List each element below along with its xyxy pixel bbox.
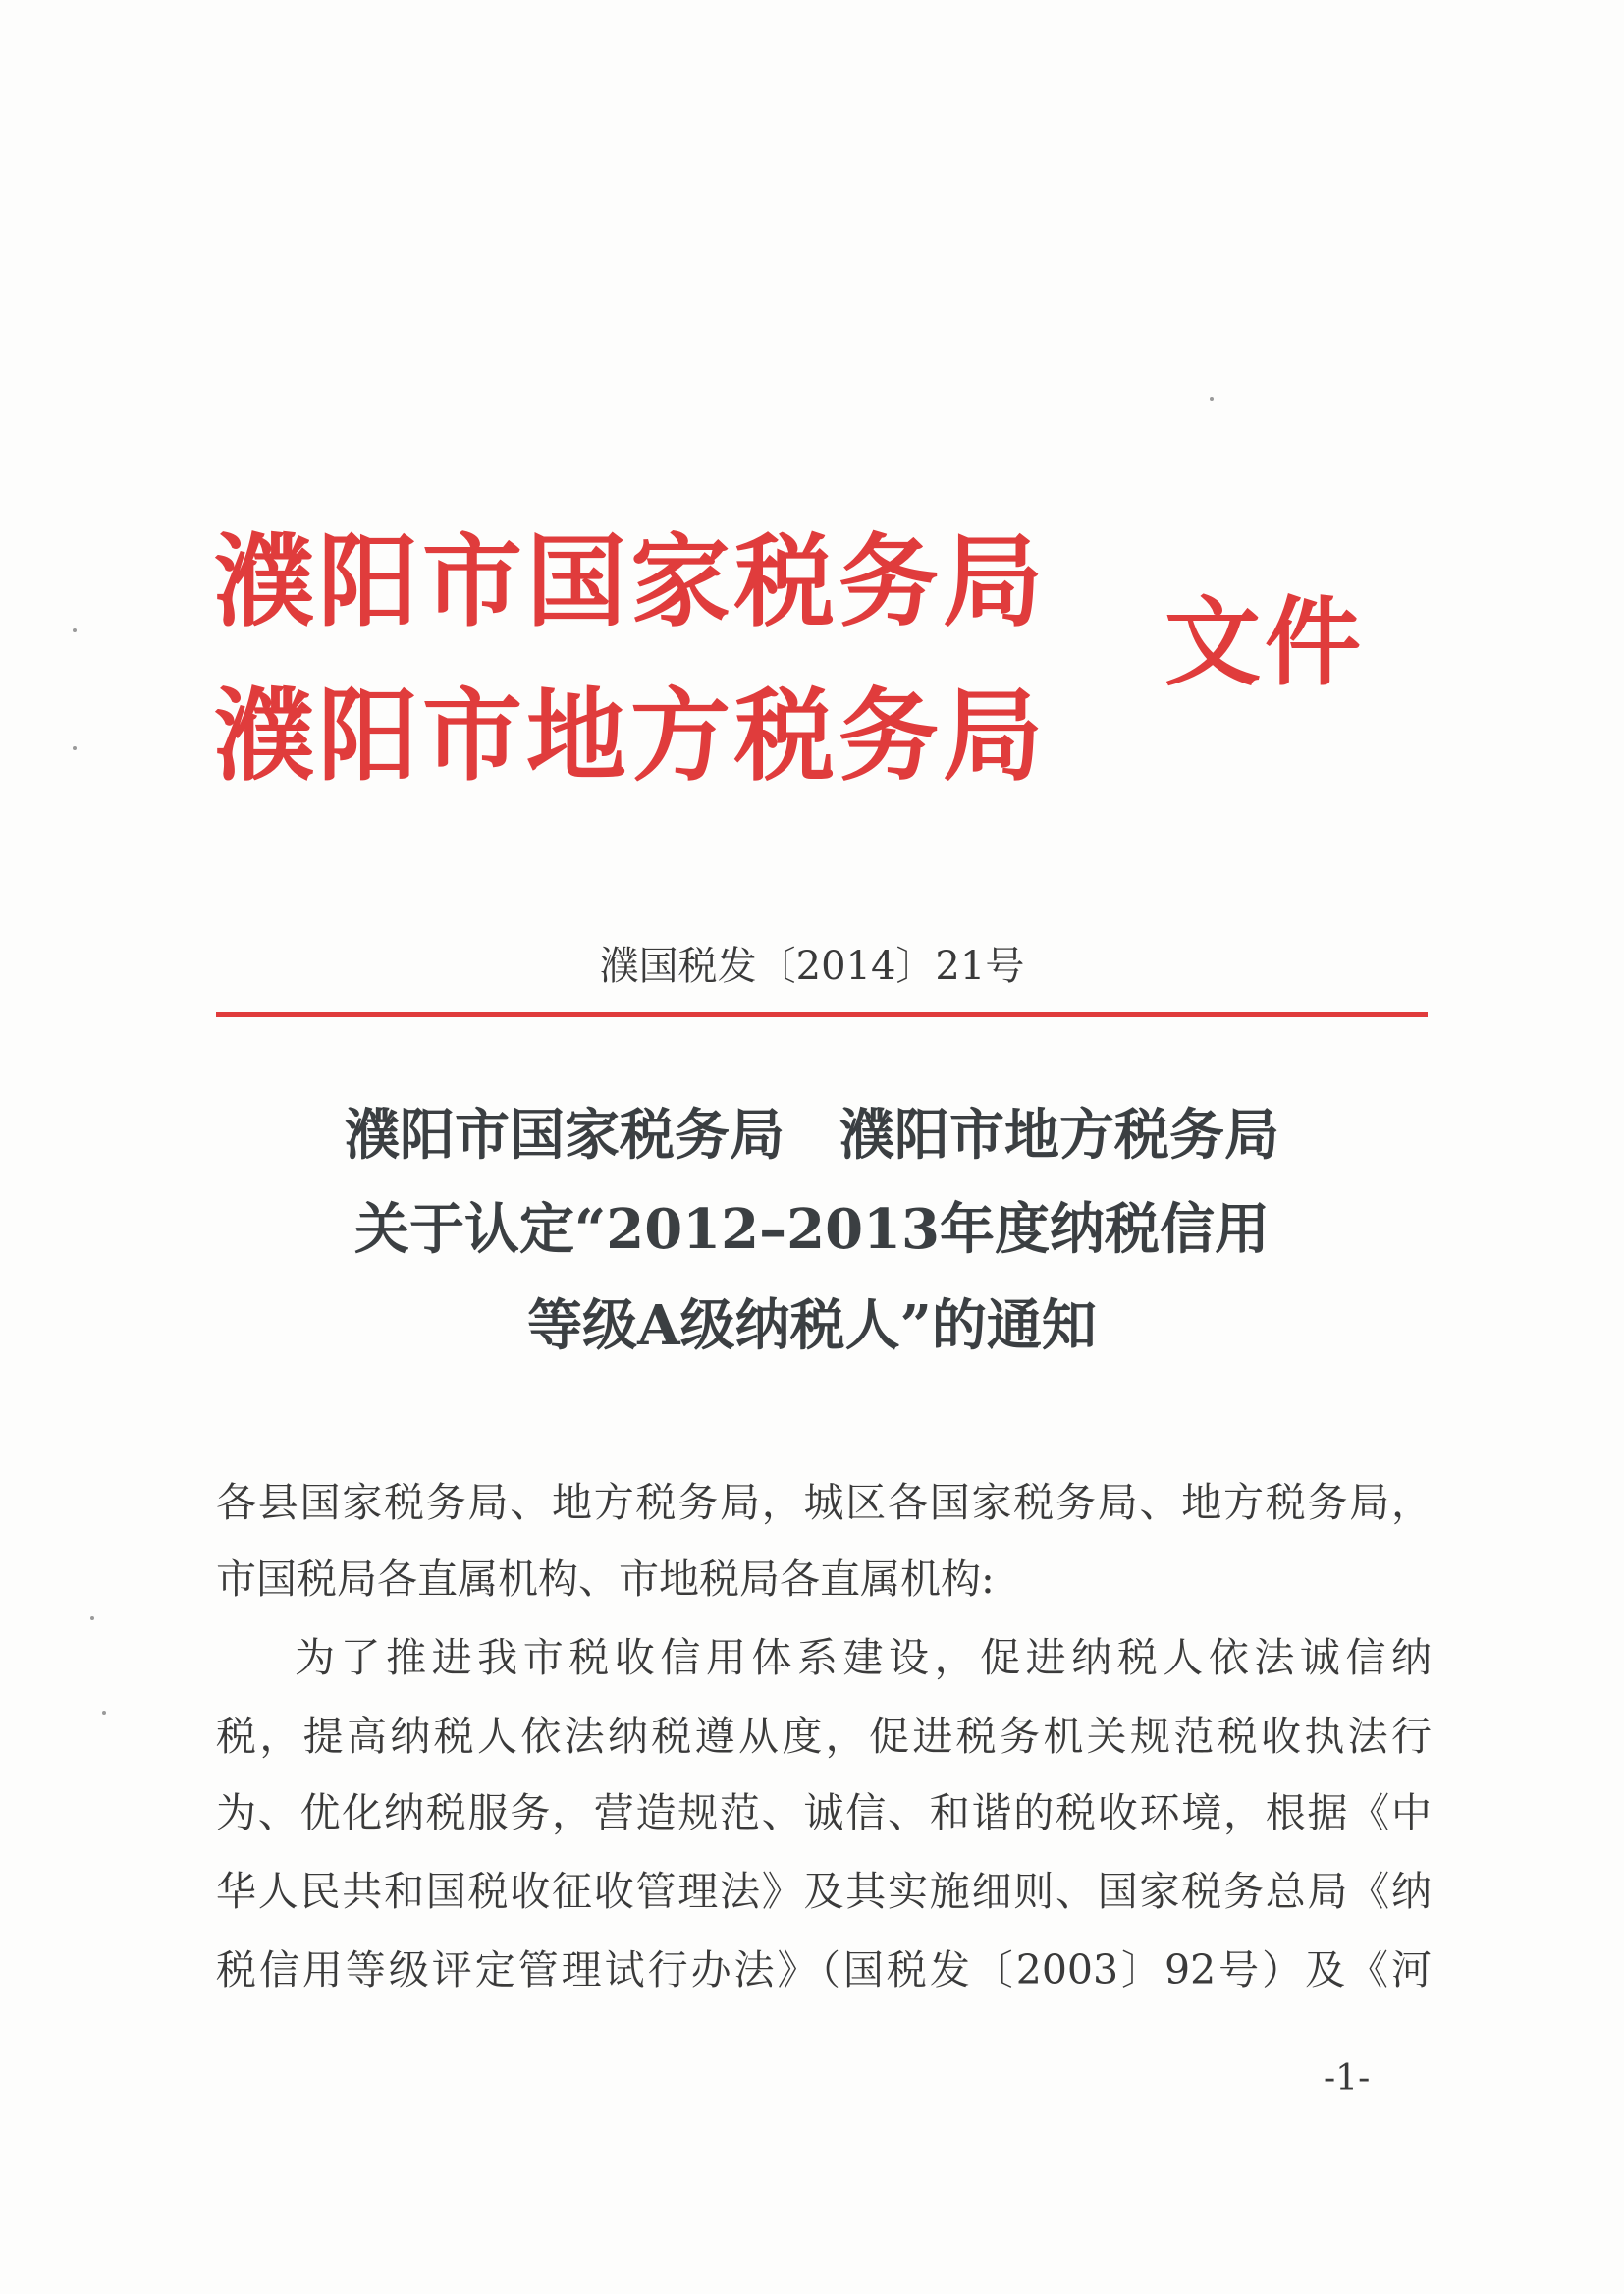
scan-speck xyxy=(1210,397,1214,401)
header-document-label: 文件 xyxy=(1164,587,1366,699)
page-number: -1- xyxy=(1324,2058,1371,2099)
document-number: 濮国税发〔2014〕21号 xyxy=(599,944,1025,989)
header-org-state-tax: 濮阳市国家税务局 xyxy=(214,524,1047,641)
recipients-line-2: 市国税局各直属机构、市地税局各直属机构: xyxy=(216,1556,995,1603)
paragraph-line: 为、优化纳税服务，营造规范、诚信、和谐的税收环境，根据《中 xyxy=(216,1789,1432,1836)
scan-speck xyxy=(102,1711,106,1715)
notice-title-line-2: 关于认定“2012–2013年度纳税信用 xyxy=(354,1197,1270,1262)
header-divider xyxy=(216,1012,1428,1017)
paragraph-line: 税，提高纳税人依法纳税遵从度，促进税务机关规范税收执法行 xyxy=(216,1713,1432,1760)
paragraph-line: 为了推进我市税收信用体系建设，促进纳税人依法诚信纳 xyxy=(295,1634,1432,1681)
notice-title-line-3: 等级A级纳税人”的通知 xyxy=(527,1293,1097,1358)
scan-speck xyxy=(73,628,77,632)
recipients-line-1: 各县国家税务局、地方税务局，城区各国家税务局、地方税务局， xyxy=(216,1479,1432,1526)
paragraph-line: 华人民共和国税收征收管理法》及其实施细则、国家税务总局《纳 xyxy=(216,1868,1432,1915)
notice-title-line-1: 濮阳市国家税务局 濮阳市地方税务局 xyxy=(345,1103,1279,1168)
scan-speck xyxy=(73,746,77,750)
scan-speck xyxy=(90,1616,94,1620)
header-org-local-tax: 濮阳市地方税务局 xyxy=(214,679,1047,795)
paragraph-line: 税信用等级评定管理试行办法》（国税发〔2003〕92号）及《河 xyxy=(216,1946,1432,1994)
